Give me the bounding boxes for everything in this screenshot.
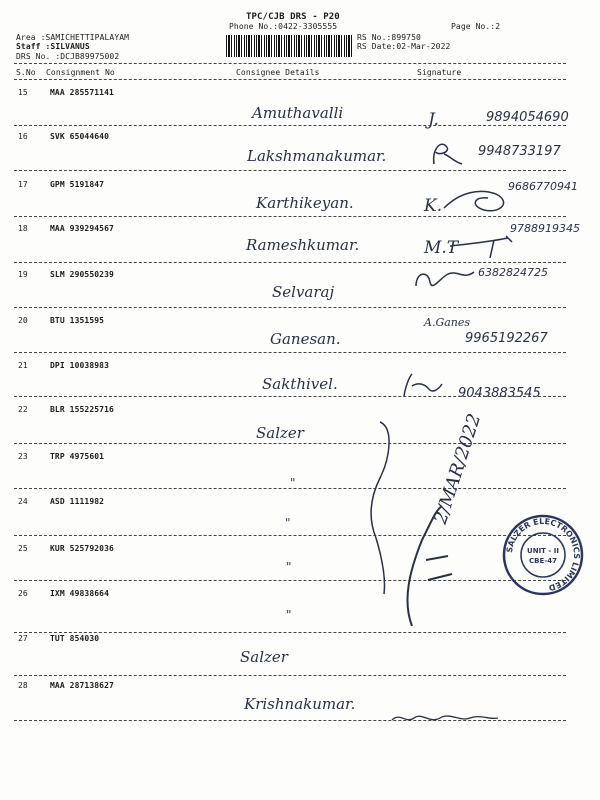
signature-scribble-28: [390, 708, 500, 728]
row-consignee: Salzer: [240, 648, 288, 666]
row-sno: 18: [18, 224, 28, 233]
row-signature: A.Ganes: [424, 316, 471, 329]
handwritten-date: 2/MAR/2022: [430, 411, 486, 527]
page-number: Page No.:2: [451, 22, 501, 31]
svg-text:UNIT - II: UNIT - II: [527, 547, 559, 555]
row-phone: 9965192267: [465, 331, 548, 346]
row-divider: [14, 352, 566, 353]
row-consignee: ": [290, 476, 296, 490]
company-stamp: [500, 512, 586, 598]
row-consignment: GPM 5191847: [50, 180, 105, 189]
row-divider: [14, 632, 566, 633]
row-consignment: MAA 287138627: [50, 681, 114, 690]
row-consignee: Lakshmanakumar.: [247, 147, 387, 165]
row-consignment: ASD 1111982: [50, 497, 105, 506]
row-divider: [14, 535, 566, 536]
row-phone: 9788919345: [510, 222, 580, 235]
row-divider: [14, 443, 566, 444]
rs-number: RS No.:899750: [357, 33, 421, 42]
row-divider: [14, 488, 566, 489]
col-signature: Signature: [417, 68, 462, 77]
row-divider: [14, 216, 566, 217]
row-sno: 26: [18, 589, 28, 598]
row-sno: 23: [18, 452, 28, 461]
row-consignment: SLM 290550239: [50, 270, 114, 279]
row-sno: 27: [18, 634, 28, 643]
row-consignment: BTU 1351595: [50, 316, 105, 325]
row-consignee: Rameshkumar.: [246, 236, 360, 254]
signature-scribble-21: [398, 370, 448, 400]
signature-scribble-17: [440, 186, 520, 216]
row-consignment: KUR 525792036: [50, 544, 114, 553]
row-divider: [14, 262, 566, 263]
row-sno: 28: [18, 681, 28, 690]
svg-text:CBE-47: CBE-47: [529, 557, 557, 565]
svg-text:SALZER ELECTRONICS LIMITED: SALZER ELECTRONICS LIMITED: [505, 516, 582, 593]
row-consignee: Karthikeyan.: [256, 194, 354, 212]
row-consignment: TRP 4975601: [50, 452, 105, 461]
row-sno: 17: [18, 180, 28, 189]
col-consignment: Consignment No: [46, 68, 115, 77]
row-phone: 9686770941: [508, 180, 578, 193]
signature-scribble-18: [448, 232, 518, 262]
row-signature: M.T: [424, 238, 459, 258]
row-sno: 20: [18, 316, 28, 325]
row-consignee: Ganesan.: [270, 330, 341, 348]
row-signature: J.: [428, 110, 439, 130]
row-consignment: BLR 155225716: [50, 405, 114, 414]
column-header-rule: [14, 79, 566, 80]
row-sno: 16: [18, 132, 28, 141]
row-consignment: MAA 939294567: [50, 224, 114, 233]
area-label: Area :SAMICHETTIPALAYAM: [16, 33, 130, 42]
row-divider: [14, 170, 566, 171]
row-sno: 24: [18, 497, 28, 506]
rs-date: RS Date:02-Mar-2022: [357, 42, 451, 51]
row-signature: K.: [424, 196, 443, 216]
doc-title: TPC/CJB DRS - P20: [246, 12, 340, 22]
col-sno: S.No: [16, 68, 36, 77]
row-consignee: Krishnakumar.: [244, 695, 356, 713]
row-sno: 22: [18, 405, 28, 414]
signature-scribble-16: [428, 138, 468, 168]
staff-label: Staff :SILVANUS: [16, 42, 90, 51]
signature-scribble-19: [412, 264, 482, 294]
row-consignee: ": [285, 516, 291, 530]
row-divider: [14, 307, 566, 308]
row-consignment: MAA 285571141: [50, 88, 114, 97]
row-sno: 15: [18, 88, 28, 97]
row-consignment: DPI 10038983: [50, 361, 109, 370]
row-consignment: IXM 49838664: [50, 589, 109, 598]
row-sno: 25: [18, 544, 28, 553]
drs-number: DRS No. :DCJB89975002: [16, 52, 120, 61]
row-divider: [14, 675, 566, 676]
row-consignee: Salzer: [256, 424, 304, 442]
row-consignee: Selvaraj: [272, 283, 335, 301]
row-sno: 21: [18, 361, 28, 370]
row-divider: [14, 125, 566, 126]
row-sno: 19: [18, 270, 28, 279]
row-consignee: Amuthavalli: [252, 104, 344, 122]
row-phone: 6382824725: [478, 266, 548, 279]
row-consignment: TUT 854030: [50, 634, 100, 643]
barcode: [226, 35, 354, 57]
row-consignment: SVK 65044640: [50, 132, 109, 141]
row-phone: 9948733197: [478, 144, 561, 159]
row-divider: [14, 580, 566, 581]
row-phone: 9043883545: [458, 386, 541, 401]
col-consignee: Consignee Details: [236, 68, 320, 77]
row-consignee: ": [286, 608, 292, 622]
row-divider: [14, 396, 566, 397]
header-rule: [14, 63, 566, 64]
phone-number: Phone No.:0422-3305555: [229, 22, 338, 31]
row-consignee: ": [286, 560, 292, 574]
row-consignee: Sakthivel.: [262, 375, 338, 393]
row-phone: 9894054690: [486, 110, 569, 125]
